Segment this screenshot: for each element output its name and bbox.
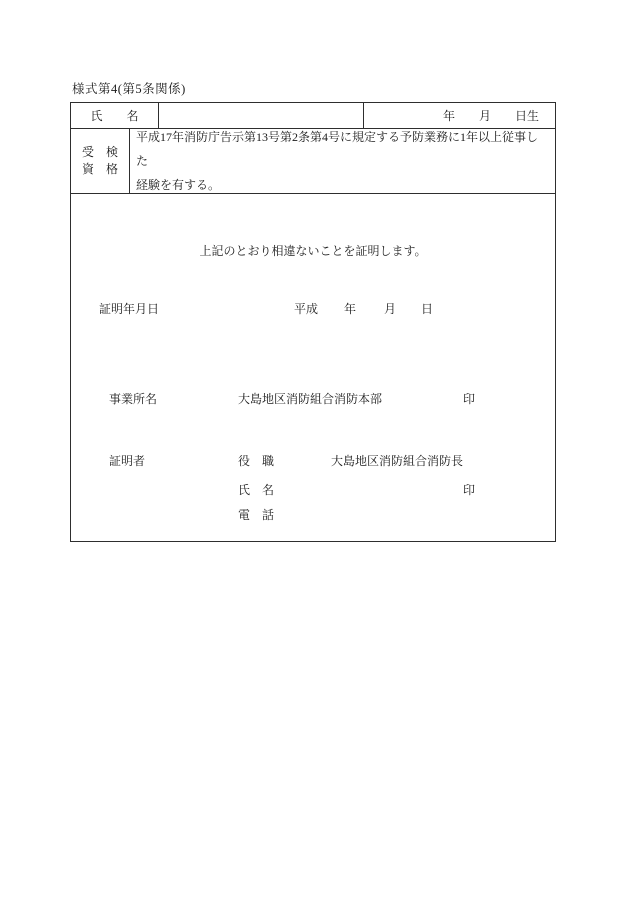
qualification-label-line1: 受 検 bbox=[81, 145, 118, 159]
qualification-label-cell bbox=[71, 129, 130, 193]
certifier-label: 証明者 bbox=[109, 454, 146, 468]
office-label: 事業所名 bbox=[109, 392, 158, 406]
qualification-row bbox=[71, 129, 555, 194]
day-label: 日 bbox=[421, 302, 434, 316]
qualification-text-line2: 経験を有する。 bbox=[136, 178, 221, 192]
certification-date-line bbox=[71, 300, 555, 316]
phone-line bbox=[71, 506, 555, 522]
qualification-text-cell bbox=[130, 129, 555, 193]
name-label: 氏 名 bbox=[90, 109, 139, 123]
position-label: 役 職 bbox=[238, 454, 275, 468]
certification-date-label: 証明年月日 bbox=[99, 302, 160, 316]
birthdate-label: 年 月 日生 bbox=[442, 109, 539, 123]
qualification-text-line1: 平成17年消防庁告示第13号第2条第4号に規定する予防業務に1年以上従事した bbox=[136, 130, 539, 168]
form-number-label: 様式第4(第5条関係) bbox=[72, 82, 186, 96]
office-value: 大島地区消防組合消防本部 bbox=[238, 392, 383, 406]
phone-label: 電 話 bbox=[238, 508, 275, 522]
certifier-line bbox=[71, 452, 555, 468]
qualification-label-line2: 資 格 bbox=[81, 162, 118, 176]
certifier-name-line bbox=[71, 481, 555, 497]
office-seal-mark: 印 bbox=[463, 392, 476, 406]
certificate-form-table bbox=[70, 102, 556, 542]
certification-section bbox=[71, 194, 555, 541]
certifier-name-label: 氏 名 bbox=[238, 483, 275, 497]
year-label: 年 bbox=[344, 302, 357, 316]
era-label: 平成 bbox=[294, 302, 319, 316]
position-value: 大島地区消防組合消防長 bbox=[331, 454, 464, 468]
certification-statement: 上記のとおり相違ないことを証明します。 bbox=[199, 244, 427, 258]
office-line bbox=[71, 390, 555, 406]
month-label: 月 bbox=[384, 302, 397, 316]
certifier-seal-mark: 印 bbox=[463, 483, 476, 497]
